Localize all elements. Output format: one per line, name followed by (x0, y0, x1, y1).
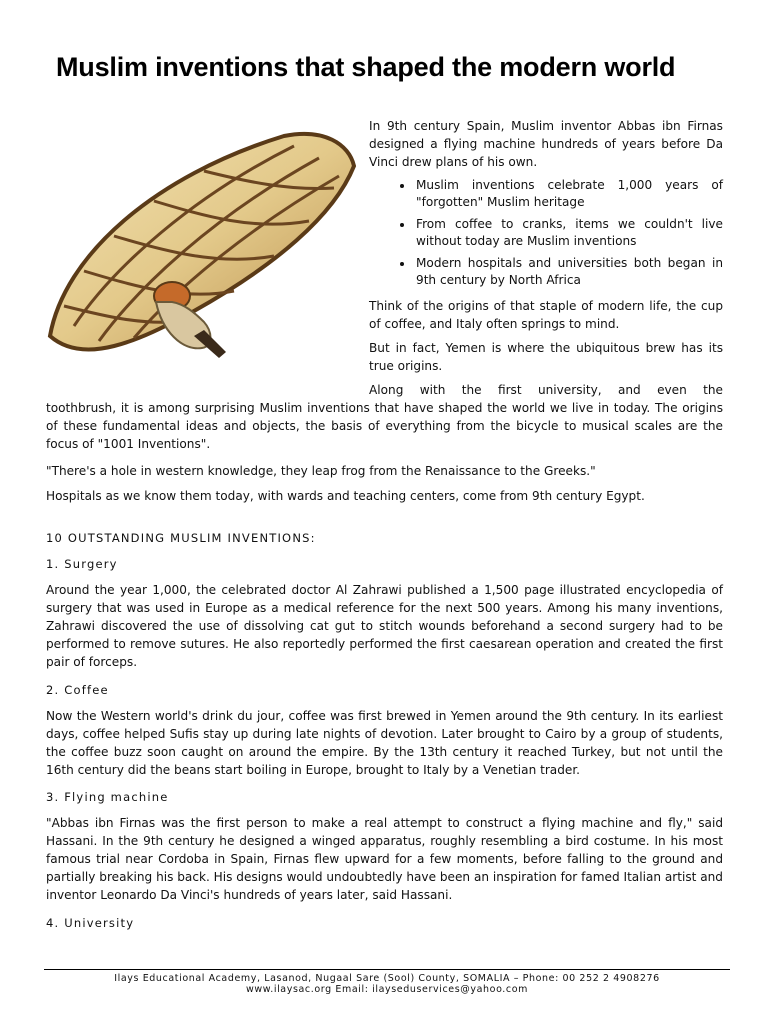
section-body-surgery: Around the year 1,000, the celebrated doctor Al Zahrawi published a 1,500 page illustrated encyclopedia of surgery that was used in Europe as a medical reference for the next 500 years. Among his many inventions, Zahrawi discovered the use of dissolving cat gut to stitch wounds beforehand a second surgery had to be performed to remove sutures. He also reportedly performed the first caesarean operation and created the first pair of forceps. (46, 583, 723, 669)
section-heading-surgery: 1. Surgery (46, 557, 118, 571)
section-body-coffee: Now the Western world's drink du jour, coffee was first brewed in Yemen around the 9th century. In its earliest days, coffee helped Sufis stay up during late nights of devotion. Later brought to Cairo by a group of students, the coffee buzz soon caught on around the empire. By the 13th century it reached Turkey, but not until the 16th century did the beans start boiling in Europe, brought to Italy by a Venetian trader. (46, 709, 723, 777)
coffee-origin-paragraph: Think of the origins of that staple of modern life, the cup of coffee, and Italy often springs to mind. (369, 299, 723, 331)
bullet-item: • Muslim inventions celebrate 1,000 years of "forgotten" Muslim heritage (414, 177, 723, 211)
inventions-list-heading: 10 OUTSTANDING MUSLIM INVENTIONS: (46, 531, 316, 545)
section-heading-flying-machine: 3. Flying machine (46, 790, 169, 804)
section-body-flying-machine: "Abbas ibn Firnas was the first person to make a real attempt to construct a flying machine and fly," said Hassani. In the 9th century he designed a winged apparatus, roughly resembling a bird costume. In his most famous trial near Cordoba in Spain, Firnas flew upward for a few moments, before falling to the ground and partially breaking his back. His designs would undoubtedly have been an inspiration for famed Italian artist and inventor Leonardo Da Vinci's hundreds of years later, said Hassani. (46, 816, 723, 902)
summary-bullet-list (369, 177, 723, 289)
footer-contact: www.ilaysac.org Email: ilayseduservices@yahoo.com (245, 984, 529, 995)
section-heading-university: 4. University (46, 916, 135, 930)
section-heading-coffee: 2. Coffee (46, 683, 109, 697)
quote-paragraph: "There's a hole in western knowledge, they leap frog from the Renaissance to the Greeks." (46, 464, 596, 478)
footer-address: Ilays Educational Academy, Lasanod, Nugaal Sare (Sool) County, SOMALIA – Phone: 00 252 2 4908276 (114, 973, 660, 984)
footer-divider (44, 969, 730, 970)
hospitals-paragraph: Hospitals as we know them today, with wards and teaching centers, come from 9th century Egypt. (46, 489, 645, 503)
page-title: Muslim inventions that shaped the modern world (56, 52, 676, 82)
bullet-item: • From coffee to cranks, items we couldn't live without today are Muslim inventions (414, 216, 723, 250)
bullet-item: • Modern hospitals and universities both began in 9th century by North Africa (414, 255, 723, 289)
yemen-paragraph: But in fact, Yemen is where the ubiquitous brew has its true origins. (369, 341, 723, 373)
university-paragraph: toothbrush, it is among surprising Muslim inventions that have shaped the world we live in today. The origins of these fundamental ideas and objects, the basis of everything from the bicycle to musical scales are the focus of "1001 Inventions". (46, 401, 723, 451)
intro-paragraph: In 9th century Spain, Muslim inventor Abbas ibn Firnas designed a flying machine hundreds of years before Da Vinci drew plans of his own. (369, 119, 723, 169)
university-paragraph-lead: Along with the first university, and even the (369, 383, 723, 397)
flying-machine-illustration (44, 126, 360, 376)
